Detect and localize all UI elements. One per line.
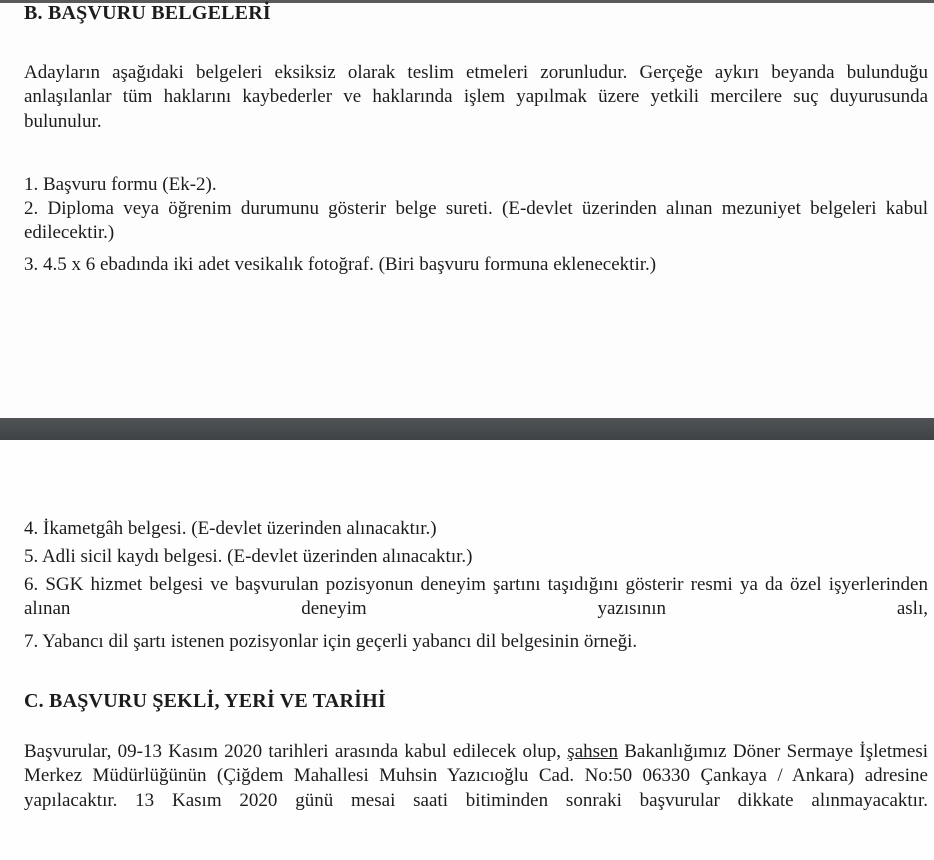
section-c-text-end: Bakanlığımız Döner Sermaye İşletmesi Merkez Müdürlüğünün (Çiğdem Mahallesi Muhsin Yazıcıoğlu Cad. No:50 06330 Çankaya / Ankara) adresine yapılacaktır. 13 Kasım 2020 günü mesai saati bitiminden sonraki başvurular dikkate alınmayacaktır. (24, 741, 928, 811)
list-item-6: 6. SGK hizmet belgesi ve başvurulan pozisyonun deneyim şartını taşıdığını gösterir resmi ya da özel işyerlerinden alınan deneyim yazısının aslı, (24, 574, 928, 620)
underlined-word: şahsen (567, 741, 618, 762)
page-divider (0, 418, 934, 440)
list-item-3: 3. 4.5 x 6 ebadında iki adet vesikalık fotoğraf. (Biri başvuru formuna eklenecektir.) (24, 254, 657, 275)
list-item-1: 1. Başvuru formu (Ek-2). (24, 174, 217, 195)
list-item-7: 7. Yabancı dil şartı istenen pozisyonlar için geçerli yabancı dil belgesinin örneği. (24, 631, 638, 652)
section-c-paragraph (24, 740, 928, 837)
list-item-2: 2. Diploma veya öğrenim durumunu gösterir belge sureti. (E-devlet üzerinden alınan mezuniyet belgeleri kabul edilecektir.) (24, 198, 928, 244)
section-b-intro: Adayların aşağıdaki belgeleri eksiksiz olarak teslim etmeleri zorunludur. Gerçeğe aykırı beyanda bulunduğu anlaşılanlar tüm haklarını kaybederler ve haklarında işlem yapılmak üzere yetkili mercilere suç duyurusunda bulunulur. (24, 62, 928, 132)
list-item-5: 5. Adli sicil kaydı belgesi. (E-devlet üzerinden alınacaktır.) (24, 546, 473, 567)
list-item-4: 4. İkametgâh belgesi. (E-devlet üzerinden alınacaktır.) (24, 518, 437, 539)
section-b-heading: B. BAŞVURU BELGELERİ (24, 2, 271, 24)
section-c-heading: C. BAŞVURU ŞEKLİ, YERİ VE TARİHİ (24, 690, 386, 712)
section-c-text-start: Başvurular, 09-13 Kasım 2020 tarihleri arasında kabul edilecek olup, (24, 741, 562, 762)
